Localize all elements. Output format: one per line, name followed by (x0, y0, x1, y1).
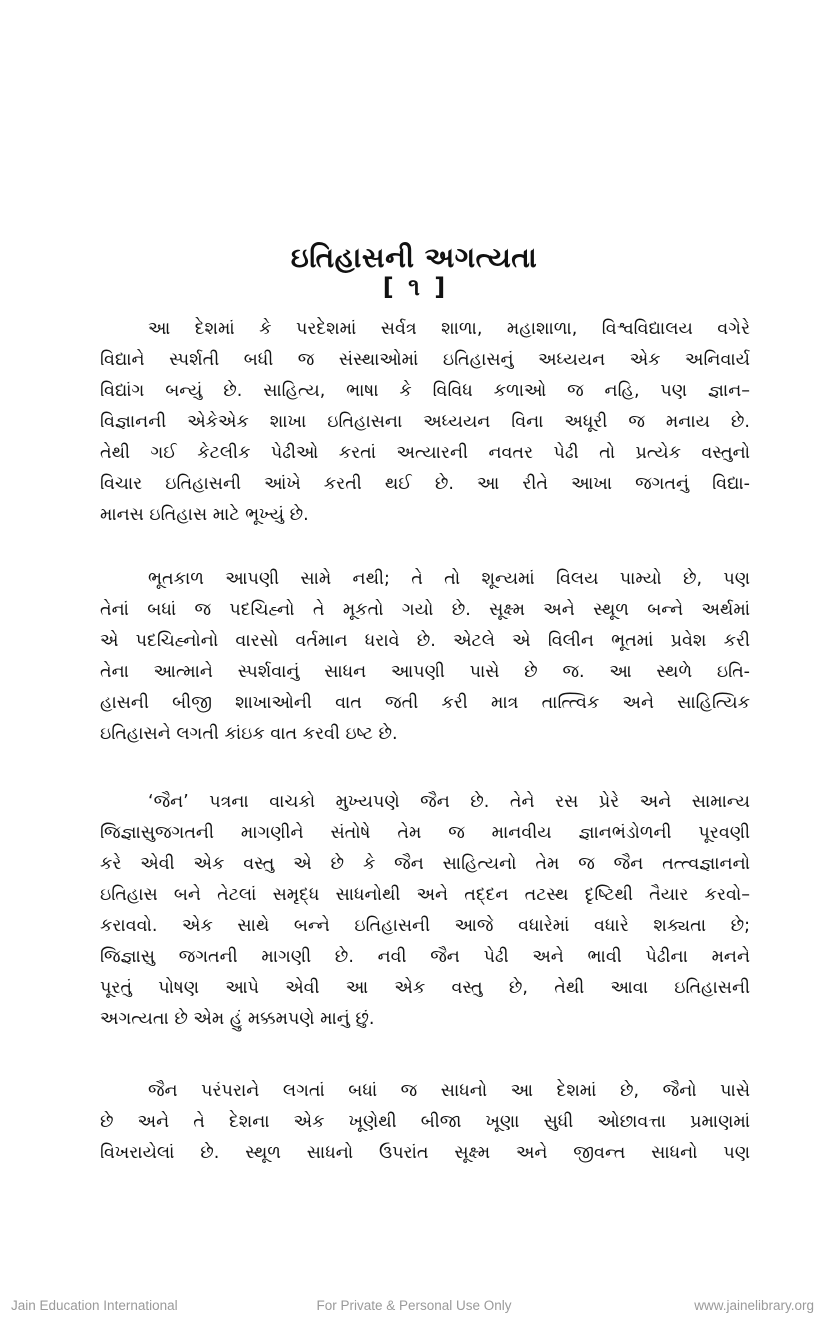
footer-publisher: Jain Education International (11, 1298, 178, 1313)
text-line: જૈન પરંપરાને લગતાં બધાં જ સાધનો આ દેશમાં છે, જૈનો પાસે (148, 1081, 750, 1101)
text-line: તેથી ગઈ કેટલીક પેઢીઓ કરતાં અત્યારની નવતર પેઢી તો પ્રત્યેક વસ્તુનો (100, 443, 750, 463)
text-line: આ દેશમાં કે પરદેશમાં સર્વત્ર શાળા, મહાશાળા, વિશ્વવિદ્યાલય વગેરે (148, 319, 750, 339)
text-line: તેના આત્માને સ્પર્શવાનું સાધન આપણી પાસે છે જ. આ સ્થળે ઇતિ- (100, 662, 750, 682)
text-line: અગત્યતા છે એમ હું મક્કમપણે માનું છું. (100, 1009, 375, 1029)
paragraph-1 (100, 314, 750, 531)
text-line: જિજ્ઞાસુજગતની માગણીને સંતોષે તેમ જ માનવીય જ્ઞાનભંડોળની પૂરવણી (100, 823, 750, 843)
paragraph-3 (100, 787, 750, 1035)
text-line: છે અને તે દેશના એક ખૂણેથી બીજા ખૂણા સુધી ઓછાવત્તા પ્રમાણમાં (100, 1112, 750, 1132)
paragraph-4 (100, 1076, 750, 1169)
text-line: ઇતિહાસ બને તેટલાં સમૃદ્ધ સાધનોથી અને તદ્દન તટસ્થ દૃષ્ટિથી તૈયાર કરવો– (100, 885, 750, 905)
paragraph-2 (100, 564, 750, 750)
page-footer (0, 1298, 828, 1318)
text-line: જિજ્ઞાસુ જગતની માગણી છે. નવી જૈન પેઢી અને ભાવી પેઢીના મનને (100, 947, 750, 967)
text-line: વિદ્યાંગ બન્યું છે. સાહિત્ય, ભાષા કે વિવિધ કળાઓ જ નહિ, પણ જ્ઞાન– (100, 381, 750, 401)
footer-website-link[interactable]: www.jainelibrary.org (694, 1298, 814, 1313)
text-line: વિજ્ઞાનની એકેએક શાખા ઇતિહાસના અધ્યયન વિના અધૂરી જ મનાય છે. (100, 412, 750, 432)
footer-usage-notice: For Private & Personal Use Only (316, 1298, 512, 1313)
text-line: હાસની બીજી શાખાઓની વાત જતી કરી માત્ર તાત્ત્વિક અને સાહિત્યિક (100, 693, 750, 713)
text-line: તેનાં બધાં જ પદચિહ્નો તે મૂકતો ગયો છે. સૂક્ષ્મ અને સ્થૂળ બન્ને અર્થમાં (100, 600, 750, 620)
text-line: ‘જૈન’ પત્રના વાચકો મુખ્યપણે જૈન છે. તેને રસ પ્રેરે અને સામાન્ય (148, 792, 750, 812)
text-line: ભૂતકાળ આપણી સામે નથી; તે તો શૂન્યમાં વિલય પામ્યો છે, પણ (148, 569, 750, 589)
text-line: એ પદચિહ્નોનો વારસો વર્તમાન ધરાવે છે. એટલે એ વિલીન ભૂતમાં પ્રવેશ કરી (100, 631, 750, 651)
section-number: [ ૧ ] (382, 273, 446, 301)
text-line: કરે એવી એક વસ્તુ એ છે કે જૈન સાહિત્યનો તેમ જ જૈન તત્ત્વજ્ઞાનનો (100, 854, 750, 874)
text-line: વિદ્યાને સ્પર્શતી બધી જ સંસ્થાઓમાં ઇતિહાસનું અધ્યયન એક અનિવાર્ય (100, 350, 750, 370)
page-title: ઇતિહાસની અગત્યતા (290, 240, 538, 274)
text-line: વિચાર ઇતિહાસની આંખે કરતી થઈ છે. આ રીતે આખા જગતનું વિદ્યા- (100, 474, 750, 494)
text-line: વિખરાયેલાં છે. સ્થૂળ સાધનો ઉપરાંત સૂક્ષ્મ અને જીવન્ત સાધનો પણ (100, 1143, 750, 1163)
text-line: પૂરતું પોષણ આપે એવી આ એક વસ્તુ છે, તેથી આવા ઇતિહાસની (100, 978, 750, 998)
text-line: માનસ ઇતિહાસ માટે ભૂખ્યું છે. (100, 505, 309, 525)
text-line: કરાવવો. એક સાથે બન્ને ઇતિહાસની આજે વધારેમાં વધારે શક્યતા છે; (100, 916, 750, 936)
text-line: ઇતિહાસને લગતી કાંઇક વાત કરવી ઇષ્ટ છે. (100, 724, 398, 744)
